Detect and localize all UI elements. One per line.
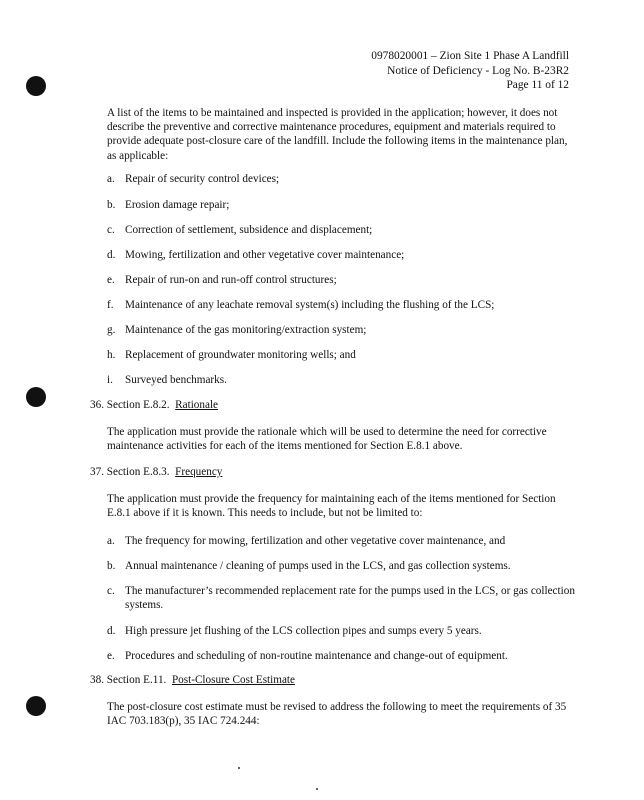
list-item xyxy=(107,559,577,573)
list-item-label: e. xyxy=(107,274,115,286)
binder-hole-top xyxy=(26,76,46,96)
list-item-text: Repair of security control devices; xyxy=(125,173,280,185)
list-item xyxy=(107,348,577,362)
section-title: Post-Closure Cost Estimate xyxy=(171,674,295,686)
section-title: Rationale xyxy=(175,399,219,411)
list-item-label: h. xyxy=(107,349,116,361)
list-item-text: Surveyed benchmarks. xyxy=(125,374,227,386)
list-item-label: d. xyxy=(107,249,116,261)
list-item-text: Annual maintenance / cleaning of pumps used in the LCS, and gas collection systems. xyxy=(125,560,511,572)
list-item xyxy=(107,273,577,287)
list-item-label: b. xyxy=(107,560,116,572)
header-page-number: Page 11 of 12 xyxy=(506,79,569,91)
binder-hole-middle xyxy=(26,387,46,407)
list-item xyxy=(107,624,577,638)
section-number: 38. xyxy=(90,674,104,686)
list-item-label: i. xyxy=(107,374,113,386)
section-36-body: The application must provide the rationale which will be used to determine the need for corrective maintenance activities for each of the items mentioned for Section E.8.1 above. xyxy=(107,426,547,453)
list-item-label: b. xyxy=(107,199,116,211)
section-36-heading xyxy=(90,399,218,411)
section-number: 36. xyxy=(90,399,104,411)
list-item-text: Replacement of groundwater monitoring wells; and xyxy=(125,349,356,361)
list-item-label: c. xyxy=(107,224,115,236)
list-item-text: High pressure jet flushing of the LCS collection pipes and sumps every 5 years. xyxy=(125,625,482,637)
section-ref: Section E.8.2. xyxy=(106,399,170,411)
list-item xyxy=(107,223,577,237)
list-item xyxy=(107,298,577,312)
list-item xyxy=(107,198,577,212)
list-item-text: Correction of settlement, subsidence and displacement; xyxy=(125,224,373,236)
list-item-label: d. xyxy=(107,625,116,637)
section-37-body: The application must provide the frequency for maintaining each of the items mentioned for Section E.8.1 above if it is known. This needs to include, but not be limited to: xyxy=(107,493,556,520)
section-ref: Section E.8.3. xyxy=(106,466,170,478)
list-item xyxy=(107,649,577,663)
binder-hole-bottom xyxy=(26,696,46,716)
section-38-heading xyxy=(90,674,295,686)
section-ref: Section E.11. xyxy=(106,674,167,686)
list-item-label: c. xyxy=(107,585,115,597)
list-item xyxy=(107,323,577,337)
scan-speck xyxy=(238,767,240,769)
list-item-text: Mowing, fertilization and other vegetative cover maintenance; xyxy=(125,249,405,261)
list-item xyxy=(107,172,577,186)
list-item-text: Maintenance of the gas monitoring/extraction system; xyxy=(125,324,367,336)
list-item-label: f. xyxy=(107,299,114,311)
list-item xyxy=(107,534,577,548)
header-notice-log: Notice of Deficiency - Log No. B-23R2 xyxy=(387,64,569,77)
section-38-body: The post-closure cost estimate must be revised to address the following to meet the requirements of 35 IAC 703.183(p), 35 IAC 724.244: xyxy=(107,701,567,728)
list-item-text: Maintenance of any leachate removal system(s) including the flushing of the LCS; xyxy=(125,299,495,311)
section-37-heading xyxy=(90,466,222,478)
scan-speck xyxy=(316,788,318,790)
header-document-id: 0978020001 – Zion Site 1 Phase A Landfill xyxy=(371,50,569,62)
section-number: 37. xyxy=(90,466,104,478)
list-item-text: Repair of run-on and run-off control structures; xyxy=(125,274,337,286)
list-item xyxy=(107,248,577,262)
intro-paragraph: A list of the items to be maintained and inspected is provided in the application; however, it does not describe the preventive and corrective maintenance procedures, equipment and materials required to provide adequate post-closure care of the landfill. Include the following items in the maintenance plan, as applicable: xyxy=(107,107,568,162)
list-item-label: g. xyxy=(107,324,116,336)
list-item xyxy=(107,584,577,612)
list-item-text: Procedures and scheduling of non-routine maintenance and change-out of equipment. xyxy=(125,650,508,662)
page-header xyxy=(371,49,569,93)
list-item-label: a. xyxy=(107,535,115,547)
list-item xyxy=(107,373,577,387)
list-item-label: a. xyxy=(107,173,115,185)
list-item-text: Erosion damage repair; xyxy=(125,199,230,211)
section-title: Frequency xyxy=(175,466,223,478)
list-item-label: e. xyxy=(107,650,115,662)
list-item-text: The frequency for mowing, fertilization and other vegetative cover maintenance, and xyxy=(125,535,506,547)
list-item-text: The manufacturer’s recommended replacement rate for the pumps used in the LCS, or gas collection systems. xyxy=(125,585,575,612)
